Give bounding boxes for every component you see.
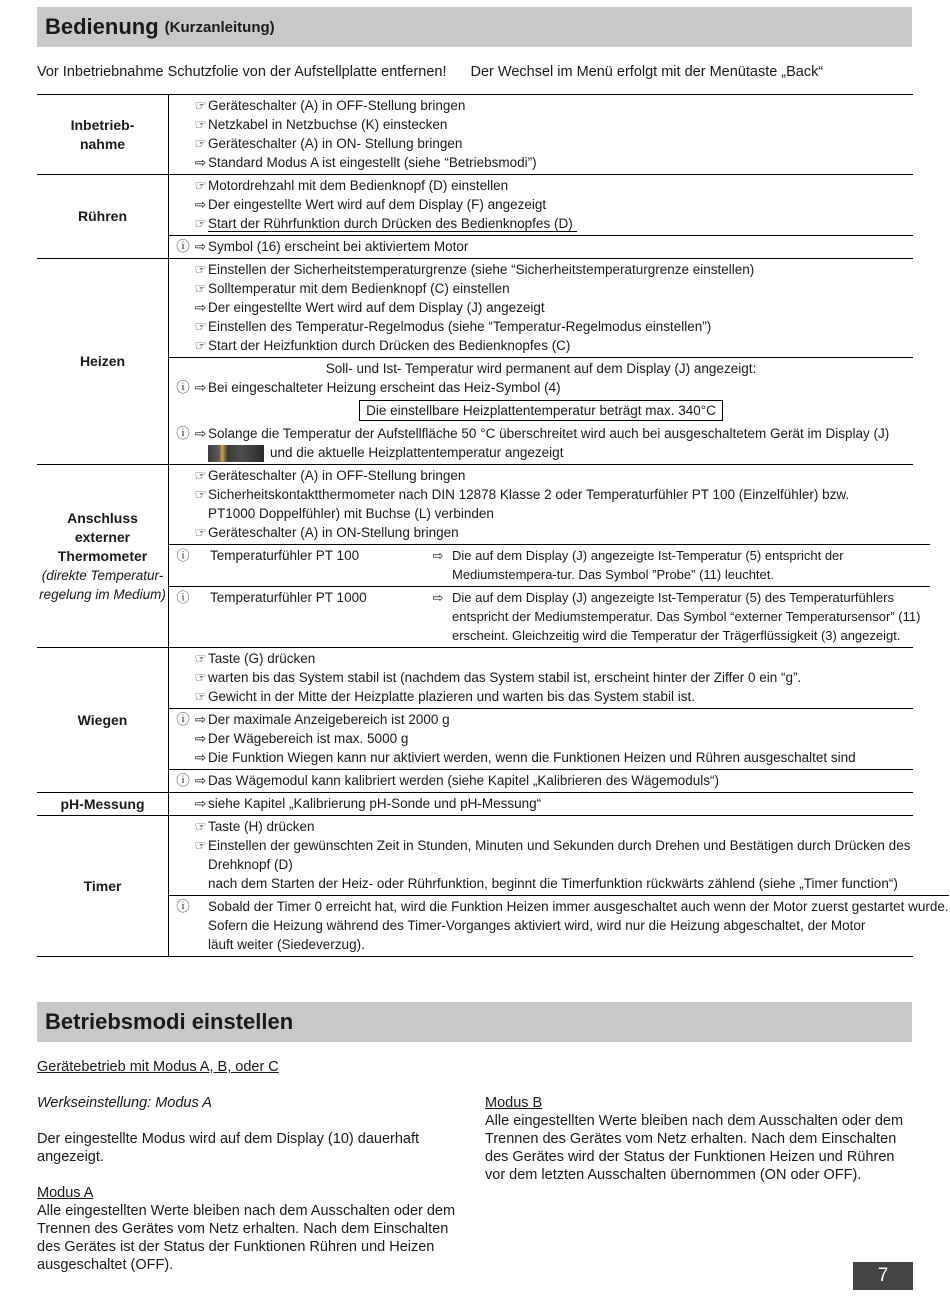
modes-heading: Gerätebetrieb mit Modus A, B, oder C — [37, 1059, 279, 1075]
hand-icon: ☞ — [194, 281, 207, 296]
hand-icon: ☞ — [194, 651, 207, 666]
info-icon: ⓘ — [176, 590, 190, 605]
modus-b-text: Alle eingestellten Werte bleiben nach dem Ausschalten oder dem Trennen des Gerätes vom Netz erhalten. Nach dem Einschalten des Gerätes wird der Status der Funktionen Heizen und Rühren vor dem letzten Ausschalten übernommen (ON oder OFF). — [485, 1113, 904, 1183]
hand-icon: ☞ — [194, 338, 207, 353]
arrow-icon: ⇨ — [194, 380, 207, 395]
list-item: ⇨ Der Wägebereich ist max. 5000 g — [194, 731, 409, 746]
info-icon: ⓘ — [176, 712, 190, 727]
modus-a-title: Modus A — [37, 1185, 94, 1201]
section-inbetriebnahme — [37, 95, 913, 175]
hand-icon: ☞ — [194, 670, 207, 685]
arrow-icon: ⇨ — [432, 548, 444, 563]
list-item: ☞ Motordrehzahl mit dem Bedienknopf (D) einstellen — [194, 178, 509, 193]
list-item: ☞ Geräteschalter (A) in ON- Stellung bringen — [194, 136, 463, 151]
list-item: ☞ Gewicht in der Mitte der Heizplatte plazieren und warten bis das System stabil ist. — [194, 689, 695, 704]
section-header-bedienung — [37, 7, 912, 47]
arrow-icon: ⇨ — [194, 712, 207, 727]
display-note: Der eingestellte Modus wird auf dem Display (10) dauerhaft angezeigt. — [37, 1131, 420, 1165]
hand-icon: ☞ — [194, 525, 207, 540]
list-item: ☞ Taste (G) drücken — [194, 651, 316, 666]
page-subtitle: (Kurzanleitung) — [164, 18, 275, 36]
hand-icon: ☞ — [194, 98, 207, 113]
list-item: ⓘ Sobald der Timer 0 erreicht hat, wird die Funktion Heizen immer ausgeschaltet auch wenn der Motor zuerst gestartet wurde. — [176, 899, 949, 914]
list-item: ☞ Geräteschalter (A) in ON-Stellung bringen — [194, 525, 459, 540]
list-item: Sofern die Heizung während des Timer-Vorganges aktiviert wird, wird nur die Heizung abgeschaltet, der Motor — [208, 918, 866, 933]
label-timer: Timer — [37, 816, 169, 956]
list-item: PT1000 Doppelfühler) mit Buchse (L) verbinden — [208, 506, 494, 521]
list-item: ⓘ ⇨ Bei eingeschalteter Heizung erscheint das Heiz-Symbol (4) — [176, 380, 561, 395]
list-item: ☞ Solltemperatur mit dem Bedienknopf (C) einstellen — [194, 281, 510, 296]
list-item: nach dem Starten der Heiz- oder Rührfunktion, beginnt die Timerfunktion rückwärts zählend (siehe „Timer function“) — [208, 876, 898, 891]
list-item: ⇨ Der eingestellte Wert wird auf dem Display (J) angezeigt — [194, 300, 545, 315]
modes-left-column — [37, 1058, 467, 1274]
hand-icon: ☞ — [194, 117, 207, 132]
hand-icon: ☞ — [194, 216, 207, 231]
info-icon: ⓘ — [176, 426, 190, 441]
list-item: Drehknopf (D) — [208, 857, 293, 872]
section-title: Betriebsmodi einstellen — [45, 1009, 294, 1034]
info-icon: ⓘ — [176, 773, 190, 788]
hand-icon: ☞ — [194, 136, 207, 151]
hand-icon: ☞ — [194, 689, 207, 704]
factory-setting: Werkseinstellung: Modus A — [37, 1095, 212, 1111]
arrow-icon: ⇨ — [432, 590, 444, 605]
list-item: ⇨ siehe Kapitel „Kalibrierung pH-Sonde und pH-Messung“ — [194, 796, 542, 811]
list-item: ⇨ Standard Modus A ist eingestellt (siehe “Betriebsmodi”) — [194, 155, 537, 170]
list-item: ⇨ Der eingestellte Wert wird auf dem Display (F) angezeigt — [194, 197, 547, 212]
list-item — [169, 400, 913, 421]
info-icon: ⓘ — [176, 380, 190, 395]
page-title: Bedienung — [45, 14, 159, 39]
info-icon: ⓘ — [176, 548, 190, 563]
section-heizen — [37, 259, 913, 465]
label-ruehren: Rühren — [37, 175, 169, 258]
hand-icon: ☞ — [194, 262, 207, 277]
pt100-row: ⓘ Temperaturfühler PT 100 ⇨ Die auf dem Display (J) angezeigte Ist-Temperatur (5) entspricht der Mediumstempera-tur. Das Symbol ”Probe” (11) leuchtet. — [176, 548, 844, 582]
hand-icon: ☞ — [194, 319, 207, 334]
list-item: und die aktuelle Heizplattentemperatur angezeigt — [169, 443, 913, 462]
list-item: Soll- und Ist- Temperatur wird permanent auf dem Display (J) angezeigt: — [325, 361, 757, 376]
info-icon: ⓘ — [176, 899, 190, 914]
label-inbetriebnahme: Inbetrieb- nahme — [37, 95, 169, 174]
operation-table — [37, 94, 949, 957]
max-temp-box: Die einstellbare Heizplattentemperatur beträgt max. 340°C — [359, 400, 723, 421]
hot-surface-display-image — [208, 445, 264, 462]
label-wiegen: Wiegen — [37, 648, 169, 792]
arrow-icon: ⇨ — [194, 796, 207, 811]
intro-line — [37, 64, 823, 80]
list-item: ☞ Netzkabel in Netzbuchse (K) einstecken — [194, 117, 448, 132]
intro-right: Der Wechsel im Menü erfolgt mit der Menütaste „Back“ — [470, 64, 824, 80]
arrow-icon: ⇨ — [194, 426, 207, 441]
list-item: ☞ Einstellen der gewünschten Zeit in Stunden, Minuten und Sekunden durch Drehen und Bestätigen durch Drücken des — [194, 838, 911, 853]
label-anschluss: Anschluss externer Thermometer (direkte Temperatur- regelung im Medium) — [37, 465, 169, 647]
arrow-icon: ⇨ — [194, 197, 207, 212]
list-item: ⓘ ⇨ Symbol (16) erscheint bei aktiviertem Motor — [176, 239, 469, 254]
hand-icon: ☞ — [194, 487, 207, 502]
info-icon: ⓘ — [176, 239, 190, 254]
section-ph — [37, 793, 913, 816]
list-item: ☞ Sicherheitskontaktthermometer nach DIN 12878 Klasse 2 oder Temperaturfühler PT 100 (Einzelfühler) bzw. — [194, 487, 850, 502]
modus-a-text: Alle eingestellten Werte bleiben nach dem Ausschalten oder dem Trennen des Gerätes vom Netz erhalten. Nach dem Einschalten des Gerätes ist der Status der Funktionen Rühren und Heizen ausgeschaltet (OFF). — [37, 1203, 456, 1273]
list-item: ☞ Geräteschalter (A) in OFF-Stellung bringen — [194, 468, 466, 483]
section-anschluss — [37, 465, 921, 648]
list-item: ☞ Geräteschalter (A) in OFF-Stellung bringen — [194, 98, 466, 113]
pt1000-row: ⓘ Temperaturfühler PT 1000 ⇨ Die auf dem Display (J) angezeigte Ist-Temperatur (5) des Temperaturfühlers entspricht der Mediumstemperatur. Das Symbol “externer Temperatursensor” (11) erscheint. Gleichzeitig wird die Temperatur der Trägerflüssigkeit (3) angezeigt. — [176, 590, 921, 643]
hand-icon: ☞ — [194, 838, 207, 853]
hand-icon: ☞ — [194, 468, 207, 483]
list-item: ☞ Taste (H) drücken — [194, 819, 315, 834]
section-wiegen — [37, 648, 913, 793]
label-ph: pH-Messung — [37, 793, 169, 815]
modus-b-title: Modus B — [485, 1095, 543, 1111]
list-item: ☞ warten bis das System stabil ist (nachdem das System stabil ist, erscheint hinter der Ziffer 0 ein “g”. — [194, 670, 802, 685]
arrow-icon: ⇨ — [194, 773, 207, 788]
list-item: ⇨ Die Funktion Wiegen kann nur aktiviert werden, wenn die Funktionen Heizen und Rühren ausgeschaltet sind — [194, 750, 856, 765]
arrow-icon: ⇨ — [194, 239, 207, 254]
list-item: ⓘ ⇨ Solange die Temperatur der Aufstellfläche 50 °C überschreitet wird auch bei ausgeschaltetem Gerät im Display (J) — [176, 426, 890, 441]
section-timer — [37, 816, 949, 957]
modes-right-column — [485, 1094, 910, 1184]
intro-left: Vor Inbetriebnahme Schutzfolie von der Aufstellplatte entfernen! — [37, 64, 447, 80]
hand-icon: ☞ — [194, 819, 207, 834]
arrow-icon: ⇨ — [194, 750, 207, 765]
section-header-betriebsmodi — [37, 1002, 912, 1042]
arrow-icon: ⇨ — [194, 155, 207, 170]
list-item: ⓘ ⇨ Das Wägemodul kann kalibriert werden (siehe Kapitel „Kalibrieren des Wägemoduls“) — [176, 773, 719, 788]
page-number: 7 — [853, 1262, 913, 1290]
list-item: läuft weiter (Siedeverzug). — [208, 937, 365, 952]
list-item: ☞ Start der Rührfunktion durch Drücken des Bedienknopfes (D) — [169, 214, 913, 233]
list-item: ☞ Start der Heizfunktion durch Drücken des Bedienknopfes (C) — [194, 338, 571, 353]
section-ruehren — [37, 175, 913, 259]
list-item: ☞ Einstellen der Sicherheitstemperaturgrenze (siehe “Sicherheitstemperaturgrenze einstellen) — [194, 262, 755, 277]
list-item: ⓘ ⇨ Der maximale Anzeigebereich ist 2000 g — [176, 712, 450, 727]
hand-icon: ☞ — [194, 178, 207, 193]
arrow-icon: ⇨ — [194, 300, 207, 315]
arrow-icon: ⇨ — [194, 731, 207, 746]
label-heizen: Heizen — [37, 259, 169, 464]
list-item: ☞ Einstellen des Temperatur-Regelmodus (siehe “Temperatur-Regelmodus einstellen”) — [194, 319, 712, 334]
